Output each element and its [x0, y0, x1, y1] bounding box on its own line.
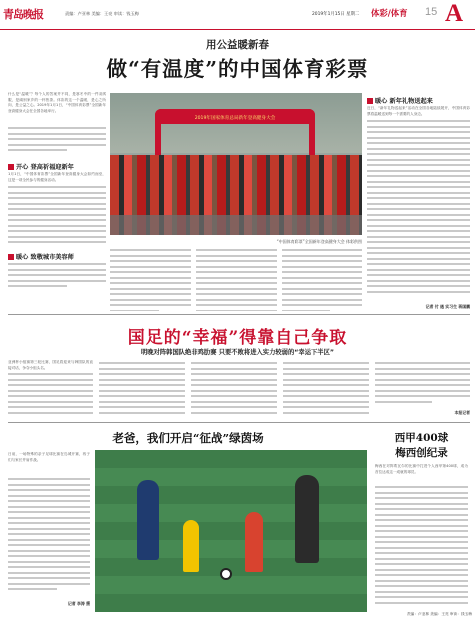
section-title: 体彩/体育 — [371, 8, 408, 18]
bottom-left-caption: 记者 李涛 摄 — [67, 601, 90, 606]
football — [220, 568, 232, 580]
subhead-climb: 开心 登高祈福迎新年 — [8, 162, 106, 171]
middle-text-2 — [99, 362, 185, 418]
middle-text-5 — [375, 362, 470, 410]
player-adult — [137, 480, 159, 560]
messi-lead: 梅西在对阵埃瓦尔的比赛中打进个人西甲第400球，成为首位达成这一成就的球员。 — [375, 464, 468, 474]
photo-banner-text: 2019年国家体育总局新年登高健身大会 — [161, 113, 309, 124]
headline: 做“有温度”的中国体育彩票 — [106, 57, 369, 81]
middle-byline: 本报记者 — [454, 410, 470, 415]
page-number: 15 — [425, 6, 438, 18]
top-center-text-c — [282, 249, 362, 311]
subhead-marker — [367, 98, 373, 104]
kids-football-photo — [95, 450, 367, 612]
top-left-lead: 什么是“温暖”？每个人的答案并不同，是寒冬中的一件羽绒服，是阔别家乡的一杯热茶。体彩的这一个温暖，是心之所向，是公益之心。2019年1月1日，“中国体育彩票”全国新年登高健身大会在全国各地举行。 — [8, 92, 106, 113]
footer-editor-line: 责编：卢亚林 美编：王亮 审读：钱玉梅 — [406, 612, 472, 616]
middle-lead: 亚洲杯小组赛第三轮比赛，国足将迎来与韩国队的直接对话，争夺小组头名。 — [8, 360, 93, 370]
kicker: 用公益暖新春 — [206, 39, 269, 51]
date-line: 2019年1月15日 星期二 — [312, 12, 360, 17]
top-left-text-2 — [8, 186, 106, 250]
photo-road — [110, 215, 362, 235]
subhead-marker — [8, 164, 14, 170]
masthead — [0, 0, 475, 30]
masthead-rule — [0, 29, 475, 30]
subhead-marker — [8, 254, 14, 260]
editor-line-top: 责编：卢亚林 美编：王亮 审读：钱玉梅 — [65, 11, 139, 16]
top-center-text-b — [196, 249, 277, 311]
top-right-text — [367, 120, 470, 300]
player-child-1 — [183, 520, 199, 572]
subhead-gifts: 暖心 新年礼物送起来 — [367, 96, 470, 105]
subhead-cleaners: 暖心 致敬城市美容师 — [8, 252, 106, 261]
event-photo — [110, 93, 362, 235]
messi-text — [375, 486, 468, 610]
bottom-left-lead: 日前，一场特殊的亲子足球比赛在岛城开赛，孩子们与家长并肩作战。 — [8, 452, 90, 462]
player-adult-2 — [295, 475, 319, 563]
section-divider — [8, 314, 470, 315]
bottom-right-box — [373, 428, 470, 612]
top-byline: 记者 付 遇 实习生 蒋国鹏 — [425, 304, 470, 309]
photo-caption: “中国体育彩票”全国新年登高健身大会 体彩供图 — [276, 239, 362, 244]
middle-text-4 — [283, 362, 369, 418]
messi-headline-2: 梅西创纪录 — [395, 447, 448, 459]
middle-text-3 — [191, 362, 277, 418]
page-letter: A — [445, 0, 464, 27]
photo-turf-lines — [95, 450, 367, 612]
top-center-text-a — [110, 249, 191, 311]
top-left-para-2: 1月1日，“中国体育彩票”全国新年登高健身大会如约而至，这是一项全民参与的健身活动。 — [8, 172, 106, 182]
bottom-left-text — [8, 478, 90, 596]
top-left-text-3 — [8, 263, 106, 293]
middle-text-1 — [8, 373, 93, 419]
middle-subhead: 明晚对阵韩国队绝非鸡肋赛 只要不败将进入实力较弱的“幸运下半区” — [140, 349, 335, 356]
newspaper-logo: 青岛晚报 — [3, 8, 43, 21]
top-right-para: 近日，“新年礼物送起来”活动在全国各地陆续展开，中国体育彩票将温暖送到每一个需要的人身边。 — [367, 106, 470, 116]
middle-headline: 国足的“幸福”得靠自己争取 — [127, 328, 348, 348]
player-child-2 — [245, 512, 263, 572]
section-divider-2 — [8, 422, 470, 423]
top-left-text-1 — [8, 127, 106, 157]
bottom-left-headline: 老爸，我们开启“征战”绿茵场 — [112, 431, 264, 445]
messi-headline-1: 西甲400球 — [394, 432, 449, 444]
